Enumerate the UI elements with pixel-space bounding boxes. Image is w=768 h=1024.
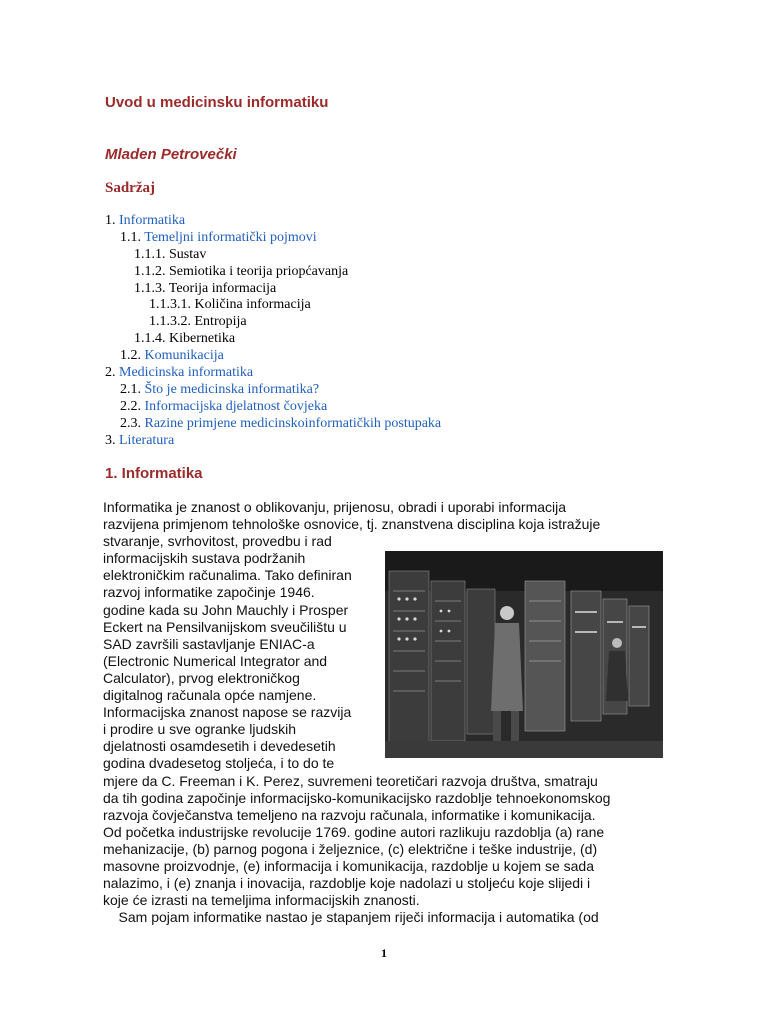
toc-item-label: Kibernetika	[169, 331, 236, 347]
body-line: masovne proizvodnje, (e) informacija i komunikacija, razdoblje u kojem se sada	[103, 857, 595, 874]
body-line: mjere da C. Freeman i K. Perez, suvremeni teoretičari razvoja društva, smatraju	[103, 772, 598, 789]
body-line: digitalnog računala opće namjene.	[103, 687, 317, 704]
toc-item-link[interactable]: Literatura	[119, 432, 175, 448]
toc-item-number: 1.1.3.	[134, 280, 166, 296]
body-line: Informacijska znanost napose se razvija	[103, 704, 352, 721]
page-number: 1	[381, 946, 387, 960]
toc-item-number: 1.1.4.	[134, 331, 166, 347]
body-line: razvoja čovječanstva temeljeno na razvoju računala, informatike i komunikacija.	[103, 806, 596, 823]
toc-item[interactable]	[0, 399, 768, 416]
toc-item	[0, 314, 768, 331]
toc-item-number: 1.1.1.	[134, 246, 166, 262]
toc-item-number: 2.1.	[120, 381, 141, 397]
toc-item-number: 3.	[105, 432, 116, 448]
toc-item-label: Teorija informacija	[168, 280, 277, 296]
contents-heading: Sadržaj	[105, 180, 155, 196]
toc-item-link[interactable]: Komunikacija	[144, 348, 224, 364]
toc-item	[0, 297, 768, 314]
body-line: godine kada su John Mauchly i Prosper	[103, 601, 349, 618]
toc-item-number: 2.2.	[120, 398, 141, 414]
toc-item-label: Entropija	[194, 314, 247, 330]
body-line: nalazimo, i (e) znanja i inovacija, razdoblje koje nadolazi u stoljeću koje slijedi i	[103, 875, 591, 892]
toc-item-link[interactable]: Što je medicinska informatika?	[144, 381, 320, 397]
toc-item-number: 1.	[105, 213, 116, 228]
toc-item	[0, 331, 768, 348]
toc-item[interactable]	[0, 416, 768, 433]
toc-item-label: Količina informacija	[194, 297, 311, 313]
toc-item	[0, 281, 768, 298]
body-line: stvaranje, svrhovitost, provedbu i rad	[103, 533, 332, 550]
toc-item	[0, 247, 768, 264]
toc-item-number: 1.1.3.2.	[149, 314, 191, 330]
toc-item-link[interactable]: Medicinska informatika	[119, 365, 254, 381]
body-line: elektroničkim računalima. Tako definiran	[103, 567, 352, 584]
toc-item-number: 1.1.	[120, 229, 141, 245]
body-line: razvoj informatike započinje 1946.	[103, 584, 315, 601]
body-line: Informatika je znanost o oblikovanju, prijenosu, obradi i uporabi informacija	[103, 499, 567, 515]
toc-item[interactable]	[0, 348, 768, 365]
body-line: i prodire u sve ogranke ljudskih	[103, 721, 296, 738]
eniac-photo	[385, 551, 663, 758]
toc-item-link[interactable]: Razine primjene medicinskoinformatičkih postupaka	[144, 415, 442, 431]
toc-item[interactable]	[0, 213, 768, 230]
toc-item-number: 1.1.3.1.	[149, 297, 191, 313]
toc-item-link[interactable]: Informacijska djelatnost čovjeka	[144, 398, 328, 414]
body-line: Od početka industrijske revolucije 1769. godine autori razlikuju razdoblja (a) rane	[103, 823, 605, 840]
toc-item[interactable]	[0, 230, 768, 247]
body-line: Eckert na Pensilvanijskom sveučilištu u	[103, 618, 347, 635]
body-line: SAD završili sastavljanje ENIAC-a	[103, 635, 315, 652]
toc-item-link[interactable]: Temeljni informatički pojmovi	[144, 229, 317, 245]
body-line: Calculator), prvog elektroničkog	[103, 669, 300, 686]
toc-item-label: Semiotika i teorija priopćavanja	[169, 263, 349, 279]
author-name: Mladen Petrovečki	[105, 146, 237, 163]
body-line: Sam pojam informatike nastao je stapanjem riječi informacija i automatika (od	[103, 909, 599, 926]
toc-item-number: 2.3.	[120, 415, 141, 431]
body-line: mehanizacije, (b) parnog pogona i željeznice, (c) električne i teške industrije, (d)	[103, 840, 598, 857]
body-line: djelatnosti osamdesetih i devedesetih	[103, 738, 336, 755]
body-line: koje će izrasti na temeljima informacijskih znanosti.	[103, 892, 420, 909]
body-line: da tih godina započinje informacijsko-komunikacijsko razdoblje tehnoekonomskog	[103, 789, 611, 806]
toc-item[interactable]	[0, 382, 768, 399]
toc-item[interactable]	[0, 365, 768, 382]
body-line: (Electronic Numerical Integrator and	[103, 652, 328, 669]
toc-item-link[interactable]: Informatika	[119, 213, 186, 228]
body-line: informacijskih sustava podržanih	[103, 550, 306, 567]
toc-item-number: 1.1.2.	[134, 263, 166, 279]
body-line: razvijena primjenom tehnološke osnovice, tj. znanstvena disciplina koja istražuje	[103, 516, 601, 533]
table-of-contents	[0, 213, 768, 449]
toc-item-number: 1.2.	[120, 348, 141, 364]
section-heading: 1. Informatika	[105, 465, 203, 482]
body-line: godina dvadesetog stoljeća, i to do te	[103, 755, 335, 772]
toc-item-number: 2.	[105, 365, 116, 381]
toc-item	[0, 264, 768, 281]
document-title: Uvod u medicinsku informatiku	[105, 94, 329, 111]
toc-item-label: Sustav	[169, 246, 207, 262]
toc-item[interactable]	[0, 433, 768, 450]
